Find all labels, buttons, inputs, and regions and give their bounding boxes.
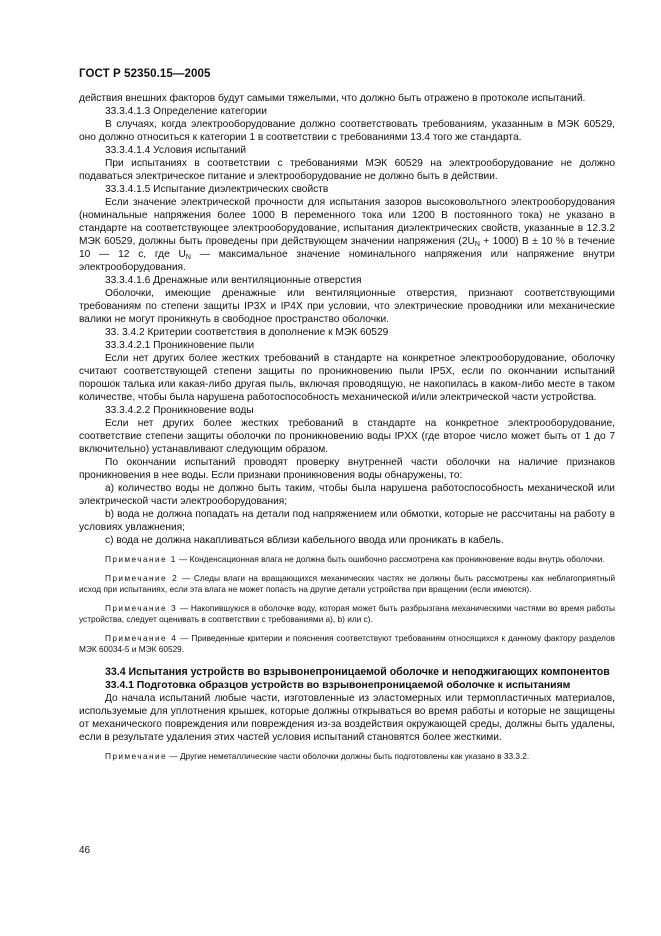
note-4 — [79, 633, 615, 656]
clause-heading-33-3-4-1-5: 33.3.4.1.5 Испытание диэлектрических свойств — [105, 184, 329, 195]
note-1 — [79, 554, 615, 566]
clause-heading-33-3-4-2-2: 33.3.4.2.2 Проникновение воды — [105, 405, 254, 416]
note-1-text: — Конденсационная влага не должна быть ошибочно рассмотрена как проникновение воды внутрь оболочки. — [176, 554, 605, 564]
paragraph-test-conditions: При испытаниях в соответствии с требованиями МЭК 60529 на электрооборудование не должно подаваться электрическое питание и электрооборудование не должно быть в действии. — [79, 158, 615, 182]
note-2 — [79, 573, 615, 596]
clause-heading-33-3-4-2: 33. 3.4.2 Критерии соответствия в дополнение к МЭК 60529 — [105, 327, 389, 338]
list-item-c: c) вода не должна накапливаться вблизи кабельного ввода или проникать в кабель. — [105, 535, 504, 546]
note-2-text: — Следы влаги на вращающихся механических частях не должны быть рассмотрены как неблагоприятный исход при испытаниях, если эта влага не может попасть на другие детали устройства при вращении (если имеются). — [79, 572, 615, 594]
paragraph-sample-prep: До начала испытаний любые части, изготовленные из эластомерных или термопластичных материалов, используемые для уплотнения крышек, которые должны открываться во время работы и которые не защищены от механического повреждения или повреждения из-за воздействия окружающей среды, должны быть удалены, если в результате удаления этих частей условия испытаний становятся более жесткими. — [79, 692, 615, 743]
note-3-label: Примечание 3 — [105, 602, 178, 613]
dielectric-text-a: Если значение электрической прочности для испытания зазоров высоковольтного электрооборудования (номинальные напряжения более 1000 В переменного тока или 1200 В постоянного тока) не указано в стандарте на соответствующее электрооборудование, испытания диэлектрических свойств, указанные в 12.3.2 МЭК 60529, должны быть проведены при действующем значении напряжения (2U — [79, 197, 615, 247]
dielectric-text-b: + 1000) В ± 10 % в течение 10 — 12 с, где U — [79, 236, 615, 260]
note-5-text: — Другие неметаллические части оболочки должны быть подготовлены как указано в 33.3.2. — [167, 750, 530, 761]
list-item-b: b) вода не должна попадать на детали под напряжением или обмотки, которые не рассчитаны на работу в условиях увлажнения; — [79, 509, 615, 533]
clause-heading-33-3-4-2-1: 33.3.4.2.1 Проникновение пыли — [105, 340, 255, 351]
note-3-text: — Накопившуюся в оболочке воду, которая может быть разбрызгана механическими частями во время работы устройства, следует оценивать в соответствии с требованиями а), b) или c). — [79, 602, 615, 624]
section-heading-33-4-1: 33.4.1 Подготовка образцов устройств во взрывонепроницаемой оболочке к испытаниям — [105, 679, 571, 691]
note-1-label: Примечание 1 — [105, 554, 177, 564]
paragraph-water: Если нет других более жестких требований в стандарте на конкретное электрооборудование, соответствие степени защиты оболочки по проникновению воды IPXX (где второе число может быть от 1 до 7 включительно) устанавливают следующим образом. — [79, 418, 615, 455]
subscript-n-1: N — [474, 241, 480, 248]
document-body — [79, 92, 615, 762]
note-3 — [79, 603, 615, 626]
clause-heading-33-3-4-1-3: 33.3.4.1.3 Определение категории — [105, 106, 267, 117]
note-5 — [79, 751, 615, 763]
note-4-text: — Приведенные критерии и пояснения соответствуют требованиям относящихся к данному фактору разделов МЭК 60034-5 и МЭК 60529. — [79, 632, 616, 654]
dielectric-text-c: — максимальное значение номинального напряжения или напряжение внутри электрооборудования. — [79, 249, 615, 273]
page-number: 46 — [79, 845, 91, 856]
list-item-a: а) количество воды не должно быть таким, чтобы была нарушена работоспособность механической или электрической части электрооборудования; — [79, 483, 615, 507]
paragraph-continuation: действия внешних факторов будут самыми тяжелыми, что должно быть отражено в протоколе испытаний. — [79, 93, 586, 104]
paragraph-drainage: Оболочки, имеющие дренажные или вентиляционные отверстия, признают соответствующими требованиям по степени защиты IP3X и IP4X при условии, что электрические проводники или механические валики не могут проникнуть в свободное пространство оболочки. — [79, 288, 615, 325]
paragraph-category: В случаях, когда электрооборудование должно соответствовать требованиям, указанным в МЭК 60529, оно должно относиться к категории 1 в соответствии с требованиями 13.4 того же стандарта. — [79, 119, 615, 143]
paragraph-dust: Если нет других более жестких требований в стандарте на конкретное электрооборудование, оболочку считают соответствующей степени защиты по проникновению пыли IP5X, если по окончании испытаний порошок талька или какая-либо другая пыль, включая проводящую, не накопилась в каком-либо месте в таком количестве, чтобы была нарушена работоспособность механической и/или электрической части устройства. — [79, 353, 615, 403]
section-heading-33-4: 33.4 Испытания устройств во взрывонепроницаемой оболочке и неподжигающих компонентов — [105, 665, 610, 678]
note-5-label: Примечание — [105, 750, 168, 761]
paragraph-water-check: По окончании испытаний проводят проверку внутренней части оболочки на наличие признаков проникновения в нее воды. Если признаки проникновения воды обнаружены, то: — [79, 457, 615, 481]
note-4-label: Примечание 4 — [105, 632, 178, 643]
paragraph-dielectric — [79, 196, 615, 274]
subscript-n-2: N — [185, 254, 191, 261]
clause-heading-33-3-4-1-4: 33.3.4.1.4 Условия испытаний — [105, 145, 247, 156]
note-2-label: Примечание 2 — [105, 572, 179, 583]
page-header-standard: ГОСТ Р 52350.15—2005 — [79, 68, 211, 80]
clause-heading-33-3-4-1-6: 33.3.4.1.6 Дренажные или вентиляционные отверстия — [105, 275, 362, 286]
